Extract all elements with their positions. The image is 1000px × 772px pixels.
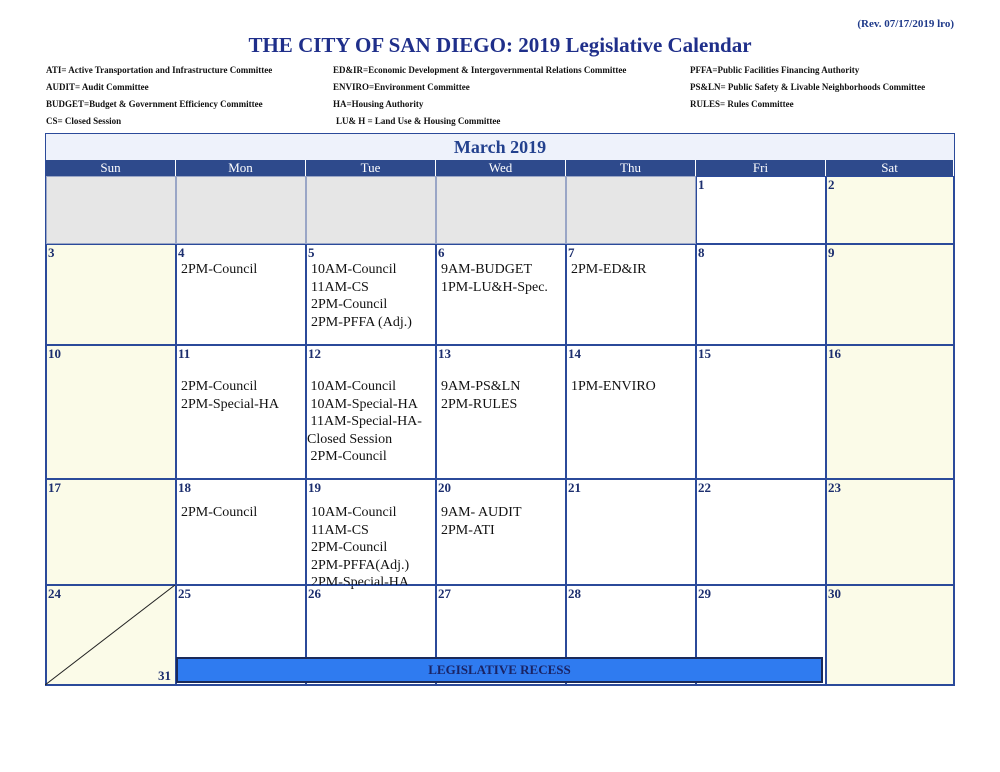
meeting-list: 9AM-PS&LN 2PM-RULES [441, 379, 521, 412]
day-number: 21 [568, 480, 581, 495]
legend-budget: BUDGET=Budget & Government Efficiency Committee [46, 99, 263, 109]
page-title: THE CITY OF SAN DIEGO: 2019 Legislative Calendar [248, 33, 752, 57]
day-number: 22 [698, 480, 711, 495]
day-number: 17 [48, 480, 61, 495]
meeting-list: 1PM-ENVIRO [571, 379, 656, 394]
day-number: 19 [308, 480, 321, 495]
legend-rules: RULES= Rules Committee [690, 99, 794, 109]
calendar-cell-30 [826, 585, 954, 685]
calendar-cell-1 [696, 176, 826, 244]
day-number: 20 [438, 480, 451, 495]
calendar-cell-12 [306, 345, 436, 479]
day-number: 2 [828, 177, 835, 192]
meeting-list: 10AM-Council 11AM-CS 2PM-Council 2PM-PFFA(Adj.) 2PM-Special-HA [311, 505, 410, 590]
split-cell-diagonal [45, 585, 175, 685]
day-number: 16 [828, 346, 841, 361]
day-number: 4 [178, 245, 185, 260]
calendar-cell-10 [46, 345, 176, 479]
calendar-cell-13 [436, 345, 566, 479]
day-number: 26 [308, 586, 321, 601]
calendar-cell-17 [46, 479, 176, 585]
calendar-cell-2 [826, 176, 954, 244]
calendar-cell-empty [46, 176, 176, 244]
legend-audit: AUDIT= Audit Committee [46, 82, 149, 92]
calendar-cell-20 [436, 479, 566, 585]
calendar-cell-5 [306, 244, 436, 345]
meeting-list: 2PM-Council 2PM-Special-HA [181, 379, 279, 412]
calendar-cell-16 [826, 345, 954, 479]
calendar-cell-9 [826, 244, 954, 345]
legend-luh: LU& H = Land Use & Housing Committee [336, 116, 501, 126]
day-header-wed: Wed [436, 160, 566, 176]
day-number: 29 [698, 586, 711, 601]
meeting-list: 2PM-Council [181, 262, 258, 277]
day-header-thu: Thu [566, 160, 696, 176]
day-number: 9 [828, 245, 835, 260]
day-number: 7 [568, 245, 575, 260]
day-number: 14 [568, 346, 581, 361]
legend-pffa: PFFA=Public Facilities Financing Authority [690, 65, 860, 75]
calendar-cell-empty [436, 176, 566, 244]
calendar-cell-empty [176, 176, 306, 244]
meeting-list: 2PM-Council [181, 505, 258, 520]
calendar-cell-empty [566, 176, 696, 244]
day-number-31: 31 [158, 668, 171, 683]
meeting-list: 10AM-Council 11AM-CS 2PM-Council 2PM-PFFA (Adj.) [311, 262, 412, 330]
day-number: 6 [438, 245, 445, 260]
day-header-sat: Sat [826, 160, 954, 176]
day-number: 8 [698, 245, 705, 260]
day-header-fri: Fri [696, 160, 826, 176]
meeting-list: 9AM-BUDGET 1PM-LU&H-Spec. [441, 262, 548, 295]
day-header-mon: Mon [176, 160, 306, 176]
meeting-list: 10AM-Council 10AM-Special-HA 11AM-Special-HA- Closed Session 2PM-Council [307, 379, 422, 464]
legend-edir: ED&IR=Economic Development & Intergovernmental Relations Committee [333, 65, 627, 75]
day-number: 25 [178, 586, 191, 601]
calendar-cell-22 [696, 479, 826, 585]
calendar-cell-7 [566, 244, 696, 345]
day-number: 23 [828, 480, 841, 495]
legislative-recess-banner: LEGISLATIVE RECESS [176, 657, 823, 683]
meeting-list: 2PM-ED&IR [571, 262, 647, 277]
day-header-tue: Tue [306, 160, 436, 176]
day-number: 13 [438, 346, 451, 361]
calendar-cell-6 [436, 244, 566, 345]
calendar-cell-19 [306, 479, 436, 590]
legend-enviro: ENVIRO=Environment Committee [333, 82, 470, 92]
calendar-cell-18 [176, 479, 306, 585]
day-number: 24 [48, 586, 61, 601]
day-number: 1 [698, 177, 705, 192]
day-number: 27 [438, 586, 451, 601]
calendar-cell-14 [566, 345, 696, 479]
calendar-cell-15 [696, 345, 826, 479]
calendar-cell-4 [176, 244, 306, 345]
calendar-cell-11 [176, 345, 306, 479]
legend-ha: HA=Housing Authority [333, 99, 424, 109]
calendar-cell-empty [306, 176, 436, 244]
day-header-sun: Sun [46, 160, 176, 176]
day-number: 5 [308, 245, 315, 260]
day-number: 18 [178, 480, 191, 495]
calendar-cell-21 [566, 479, 696, 585]
calendar-grid [45, 133, 955, 686]
day-number: 15 [698, 346, 711, 361]
calendar-cell-8 [696, 244, 826, 345]
day-number: 10 [48, 346, 61, 361]
legend-ati: ATI= Active Transportation and Infrastructure Committee [46, 65, 273, 75]
day-number: 11 [178, 346, 191, 361]
day-number: 12 [308, 346, 321, 361]
legend-cs: CS= Closed Session [46, 116, 122, 126]
calendar-cell-23 [826, 479, 954, 585]
legend-psln: PS&LN= Public Safety & Livable Neighborhoods Committee [690, 82, 926, 92]
month-title: March 2019 [46, 134, 954, 160]
day-number: 3 [48, 245, 55, 260]
calendar-cell-3 [46, 244, 176, 345]
revision-note: (Rev. 07/17/2019 lro) [857, 18, 954, 30]
day-number: 30 [828, 586, 841, 601]
day-number: 28 [568, 586, 581, 601]
meeting-list: 9AM- AUDIT 2PM-ATI [441, 505, 522, 538]
